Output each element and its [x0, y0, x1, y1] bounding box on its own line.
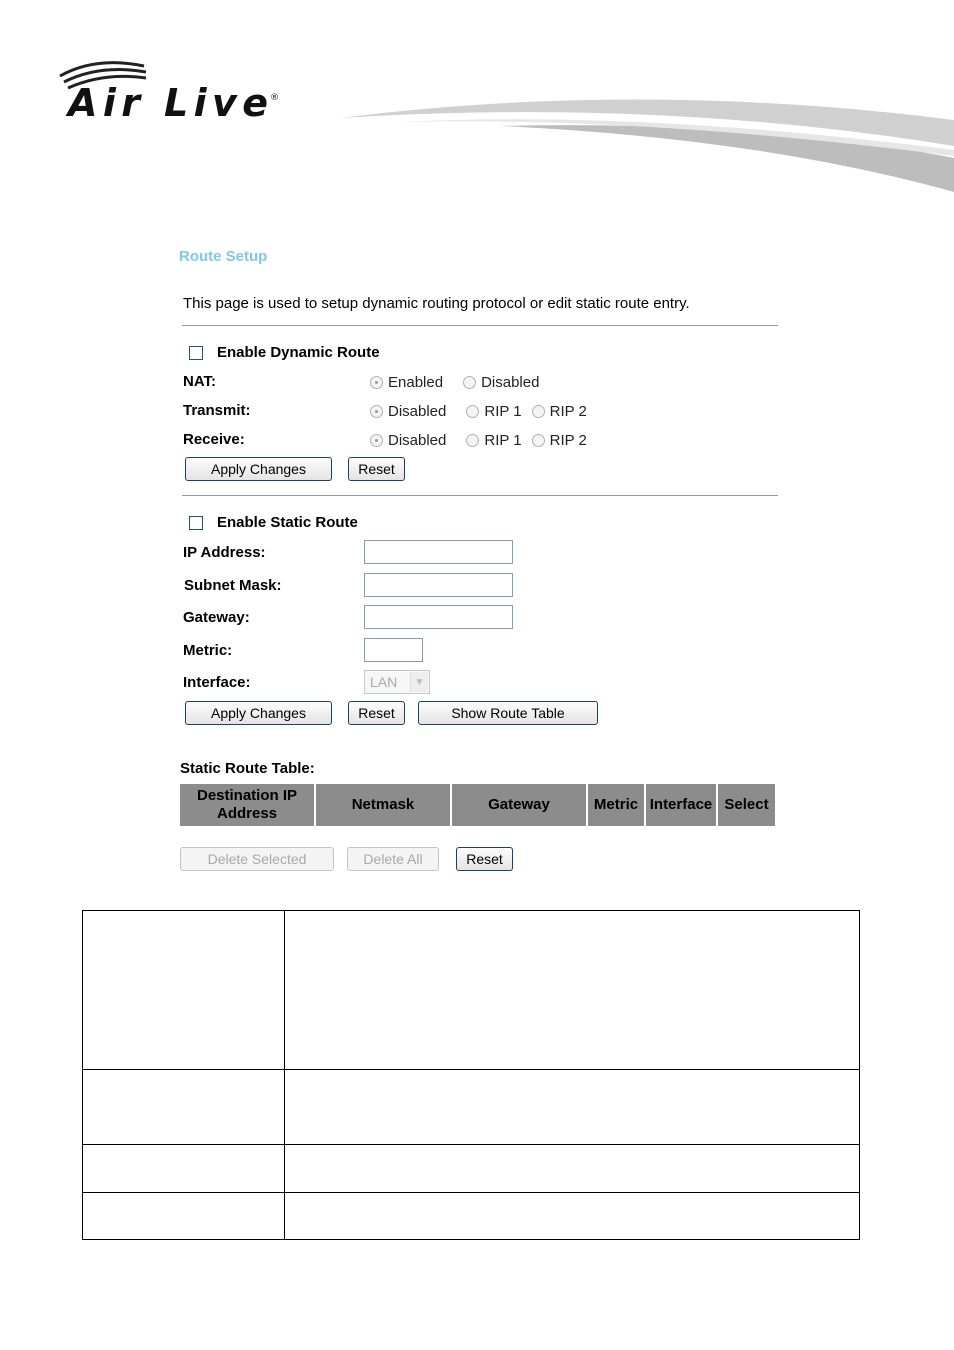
transmit-rip1-radio[interactable] — [466, 405, 479, 418]
ip-address-input[interactable] — [364, 540, 513, 564]
table-cell — [83, 911, 285, 1070]
transmit-disabled-radio[interactable] — [370, 405, 383, 418]
receive-label: Receive: — [183, 431, 245, 448]
nat-options — [370, 374, 539, 391]
enable-static-route-checkbox[interactable] — [189, 516, 203, 530]
ip-address-row — [183, 544, 266, 561]
subnet-mask-row — [184, 577, 282, 594]
gateway-row — [183, 609, 250, 626]
enable-static-route-row — [189, 514, 358, 531]
enable-dynamic-route-label: Enable Dynamic Route — [217, 344, 380, 361]
airlive-logo — [56, 58, 286, 128]
column-metric: Metric — [588, 784, 644, 826]
transmit-label: Transmit: — [183, 402, 251, 419]
show-route-table-button[interactable]: Show Route Table — [418, 701, 598, 725]
header-swoosh — [340, 80, 954, 200]
column-interface: Interface — [646, 784, 716, 826]
column-select: Select — [718, 784, 775, 826]
receive-rip1-option[interactable]: RIP 1 — [466, 432, 521, 449]
page-description: This page is used to setup dynamic routing protocol or edit static route entry. — [183, 295, 690, 312]
receive-rip2-radio[interactable] — [532, 434, 545, 447]
svg-text:Air Live: Air Live — [68, 81, 268, 125]
table-cell — [285, 1070, 860, 1145]
nat-disabled-option[interactable]: Disabled — [463, 374, 539, 391]
description-table — [82, 910, 860, 1240]
table-row — [83, 1070, 860, 1145]
dynamic-reset-button[interactable]: Reset — [348, 457, 405, 481]
enable-dynamic-route-row — [189, 344, 380, 361]
interface-select-value: LAN — [370, 674, 398, 690]
subnet-mask-input[interactable] — [364, 573, 513, 597]
table-row — [83, 911, 860, 1070]
table-cell — [285, 1193, 860, 1240]
static-apply-changes-button[interactable]: Apply Changes — [185, 701, 332, 725]
page-title: Route Setup — [179, 248, 268, 265]
static-route-table-title: Static Route Table: — [180, 760, 315, 777]
metric-row — [183, 642, 232, 659]
gateway-label: Gateway: — [183, 609, 250, 626]
chevron-down-icon[interactable]: ▼ — [410, 672, 428, 692]
transmit-rip2-option[interactable]: RIP 2 — [532, 403, 587, 420]
table-cell — [83, 1193, 285, 1240]
receive-rip1-radio[interactable] — [466, 434, 479, 447]
transmit-disabled-option[interactable]: Disabled — [370, 403, 446, 420]
static-route-table-header — [180, 784, 775, 826]
receive-options — [370, 432, 587, 449]
column-gateway: Gateway — [452, 784, 586, 826]
delete-all-button[interactable]: Delete All — [347, 847, 439, 871]
table-cell — [83, 1070, 285, 1145]
nat-enabled-option[interactable]: Enabled — [370, 374, 443, 391]
delete-selected-button[interactable]: Delete Selected — [180, 847, 334, 871]
route-setup-panel — [176, 238, 784, 880]
svg-text:®: ® — [270, 93, 279, 103]
static-reset-button[interactable]: Reset — [348, 701, 405, 725]
transmit-rip1-option[interactable]: RIP 1 — [466, 403, 521, 420]
divider — [182, 495, 778, 496]
interface-select[interactable] — [364, 670, 430, 694]
table-row — [83, 1145, 860, 1193]
nat-label-row — [183, 373, 216, 390]
dynamic-apply-changes-button[interactable]: Apply Changes — [185, 457, 332, 481]
ip-address-label: IP Address: — [183, 544, 266, 561]
table-cell — [285, 911, 860, 1070]
column-destination-ip: Destination IP Address — [180, 784, 314, 826]
enable-dynamic-route-checkbox[interactable] — [189, 346, 203, 360]
gateway-input[interactable] — [364, 605, 513, 629]
table-reset-button[interactable]: Reset — [456, 847, 513, 871]
nat-enabled-radio[interactable] — [370, 376, 383, 389]
transmit-options — [370, 403, 587, 420]
column-netmask: Netmask — [316, 784, 450, 826]
metric-label: Metric: — [183, 642, 233, 659]
receive-disabled-radio[interactable] — [370, 434, 383, 447]
receive-label-row — [183, 431, 245, 448]
table-cell — [285, 1145, 860, 1193]
nat-label: NAT: — [183, 373, 217, 390]
nat-disabled-radio[interactable] — [463, 376, 476, 389]
table-cell — [83, 1145, 285, 1193]
interface-label: Interface: — [183, 674, 251, 691]
receive-rip2-option[interactable]: RIP 2 — [532, 432, 587, 449]
subnet-mask-label: Subnet Mask: — [184, 577, 282, 594]
interface-row — [183, 674, 251, 691]
divider — [182, 325, 778, 326]
metric-input[interactable] — [364, 638, 423, 662]
enable-static-route-label: Enable Static Route — [217, 514, 358, 531]
transmit-rip2-radio[interactable] — [532, 405, 545, 418]
transmit-label-row — [183, 402, 251, 419]
table-row — [83, 1193, 860, 1240]
receive-disabled-option[interactable]: Disabled — [370, 432, 446, 449]
